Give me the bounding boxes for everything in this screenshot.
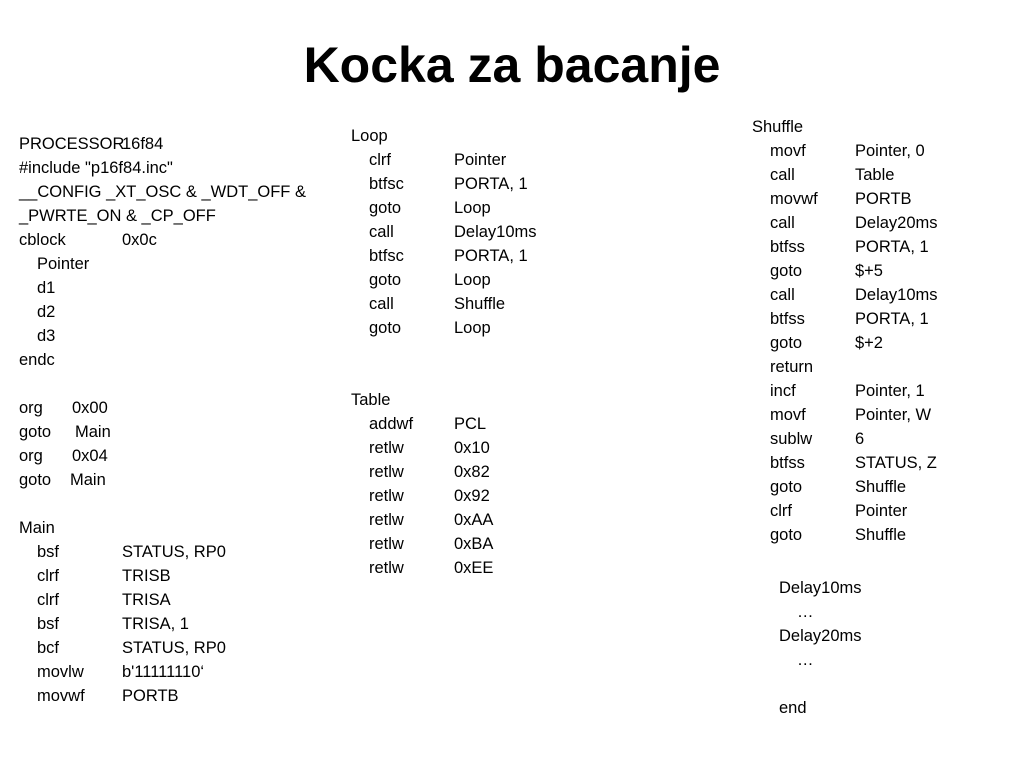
code-token: goto — [19, 471, 52, 489]
code-operand: Table — [855, 166, 895, 184]
code-token: addwf — [369, 415, 414, 433]
code-token: retlw — [369, 439, 404, 457]
code-line — [19, 468, 339, 492]
code-token: goto — [369, 199, 402, 217]
code-line — [752, 115, 1012, 139]
code-line — [19, 540, 339, 564]
code-line — [752, 187, 1012, 211]
code-operand: 6 — [855, 430, 865, 448]
code-operand: $+5 — [855, 262, 883, 280]
code-operand: Shuffle — [454, 295, 506, 313]
code-line — [19, 132, 339, 156]
code-operand: Delay10ms — [855, 286, 938, 304]
code-operand: TRISA, 1 — [122, 615, 189, 633]
code-line — [752, 523, 1012, 547]
code-token: bsf — [37, 615, 60, 633]
code-token: retlw — [369, 559, 404, 577]
code-operand: 0xAA — [454, 511, 494, 529]
code-token: retlw — [369, 535, 404, 553]
code-operand: TRISA — [122, 591, 171, 609]
code-line — [351, 172, 611, 196]
code-operand: 0x0c — [122, 231, 157, 249]
code-line — [752, 475, 1012, 499]
code-line — [752, 283, 1012, 307]
code-token: goto — [770, 526, 803, 544]
code-token: goto — [369, 319, 402, 337]
code-operand: Pointer, W — [855, 406, 932, 424]
code-line — [19, 420, 339, 444]
code-operand: b'11111110‘ — [122, 663, 205, 681]
code-line — [752, 499, 1012, 523]
code-operand: Loop — [454, 271, 491, 289]
code-operand: PORTA, 1 — [454, 247, 528, 265]
code-token: goto — [770, 478, 803, 496]
code-operand: PCL — [454, 415, 487, 433]
code-line — [752, 211, 1012, 235]
code-line — [779, 672, 979, 696]
code-operand: 0x10 — [454, 439, 490, 457]
code-token: #include "p16f84.inc" — [19, 159, 173, 177]
code-line — [752, 235, 1012, 259]
code-line — [351, 388, 611, 412]
code-token: call — [369, 223, 394, 241]
code-token: call — [770, 214, 795, 232]
code-line — [351, 268, 611, 292]
code-token: cblock — [19, 231, 66, 249]
code-operand: 0x00 — [72, 399, 108, 417]
code-line — [752, 403, 1012, 427]
code-line — [779, 696, 979, 720]
code-line — [351, 460, 611, 484]
code-line — [19, 636, 339, 660]
code-token: movwf — [37, 687, 85, 705]
code-token: __CONFIG _XT_OSC & _WDT_OFF & — [19, 183, 306, 201]
code-token: _PWRTE_ON & _CP_OFF — [19, 207, 216, 225]
code-operand: PORTA, 1 — [454, 175, 528, 193]
code-line — [351, 364, 611, 388]
code-token: sublw — [770, 430, 813, 448]
code-token: retlw — [369, 511, 404, 529]
code-token: bcf — [37, 639, 60, 657]
code-line — [752, 355, 1012, 379]
code-line — [19, 300, 339, 324]
code-token: Pointer — [37, 255, 90, 273]
code-token: PROCESSOR — [19, 135, 125, 153]
code-line — [752, 451, 1012, 475]
code-line — [19, 276, 339, 300]
code-line — [351, 556, 611, 580]
code-token: Delay10ms — [779, 579, 862, 597]
code-line — [19, 348, 339, 372]
code-token: call — [369, 295, 394, 313]
code-token: clrf — [37, 567, 59, 585]
code-line — [752, 307, 1012, 331]
code-line — [19, 324, 339, 348]
code-operand: Pointer, 1 — [855, 382, 925, 400]
code-token: btfsc — [369, 175, 404, 193]
code-column-loop-table — [351, 124, 611, 580]
code-operand: 0x04 — [72, 447, 108, 465]
code-token: movwf — [770, 190, 818, 208]
code-operand: TRISB — [122, 567, 171, 585]
code-token: btfss — [770, 454, 805, 472]
code-token: goto — [770, 334, 803, 352]
code-token: movf — [770, 406, 806, 424]
code-operand: 0x92 — [454, 487, 490, 505]
code-token: bsf — [37, 543, 60, 561]
code-line — [19, 204, 339, 228]
code-line — [351, 292, 611, 316]
code-line — [351, 340, 611, 364]
code-line — [351, 196, 611, 220]
code-operand: 16f84 — [122, 135, 164, 153]
code-line — [351, 316, 611, 340]
code-line — [351, 436, 611, 460]
code-operand: $+2 — [855, 334, 883, 352]
code-token: org — [19, 399, 43, 417]
code-operand: Pointer, 0 — [855, 142, 925, 160]
code-operand: 0x82 — [454, 463, 490, 481]
code-column-shuffle — [752, 115, 1012, 547]
code-token: goto — [369, 271, 402, 289]
code-operand: Main — [75, 423, 111, 441]
code-token: incf — [770, 382, 796, 400]
code-line — [19, 612, 339, 636]
code-token: clrf — [369, 151, 391, 169]
code-line — [779, 576, 979, 600]
code-operand: STATUS, Z — [855, 454, 937, 472]
code-operand: Main — [70, 471, 106, 489]
code-line — [779, 648, 979, 672]
code-token: goto — [19, 423, 52, 441]
code-operand: 0xEE — [454, 559, 494, 577]
code-line — [351, 484, 611, 508]
code-line — [752, 259, 1012, 283]
page-title: Kocka za bacanje — [303, 37, 721, 93]
code-line — [351, 412, 611, 436]
code-line — [19, 492, 339, 516]
code-operand: STATUS, RP0 — [122, 639, 226, 657]
code-line — [752, 163, 1012, 187]
code-operand: PORTA, 1 — [855, 238, 929, 256]
code-line — [19, 252, 339, 276]
code-token: d1 — [37, 279, 56, 297]
code-line — [19, 588, 339, 612]
code-line — [19, 228, 339, 252]
code-line — [351, 508, 611, 532]
code-column-setup — [19, 132, 339, 708]
code-token: org — [19, 447, 43, 465]
code-line — [19, 564, 339, 588]
code-line — [779, 624, 979, 648]
code-line — [19, 660, 339, 684]
code-line — [19, 372, 339, 396]
code-token: movf — [770, 142, 806, 160]
code-token: d2 — [37, 303, 56, 321]
code-token: retlw — [369, 487, 404, 505]
code-line — [752, 427, 1012, 451]
code-token: retlw — [369, 463, 404, 481]
code-operand: 0xBA — [454, 535, 494, 553]
code-operand: PORTB — [855, 190, 912, 208]
code-token: movlw — [37, 663, 84, 681]
code-line — [779, 600, 979, 624]
code-token: clrf — [37, 591, 59, 609]
code-operand: STATUS, RP0 — [122, 543, 226, 561]
code-column-delays — [779, 576, 979, 720]
code-token: end — [779, 699, 807, 717]
code-token: btfss — [770, 238, 805, 256]
code-token: clrf — [770, 502, 792, 520]
code-token: btfsc — [369, 247, 404, 265]
code-token: Main — [19, 519, 55, 537]
code-line — [351, 532, 611, 556]
code-operand: PORTB — [122, 687, 179, 705]
code-operand: Loop — [454, 199, 491, 217]
code-operand: PORTA, 1 — [855, 310, 929, 328]
code-token: Loop — [351, 127, 388, 145]
code-line — [19, 396, 339, 420]
code-operand: Shuffle — [855, 478, 907, 496]
code-token: call — [770, 166, 795, 184]
code-line — [752, 379, 1012, 403]
code-operand: Loop — [454, 319, 491, 337]
code-line — [351, 244, 611, 268]
code-operand: Pointer — [454, 151, 507, 169]
code-line — [19, 516, 339, 540]
code-operand: Pointer — [855, 502, 908, 520]
code-operand: Delay20ms — [855, 214, 938, 232]
code-line — [351, 148, 611, 172]
code-line — [19, 444, 339, 468]
code-token: … — [797, 603, 814, 621]
code-line — [351, 124, 611, 148]
code-token: d3 — [37, 327, 56, 345]
code-token: … — [797, 651, 814, 669]
code-line — [19, 156, 339, 180]
code-line — [19, 684, 339, 708]
code-operand: Delay10ms — [454, 223, 537, 241]
code-operand: Shuffle — [855, 526, 907, 544]
code-line — [19, 180, 339, 204]
code-token: Table — [351, 391, 391, 409]
code-token: goto — [770, 262, 803, 280]
code-token: Shuffle — [752, 118, 804, 136]
code-line — [351, 220, 611, 244]
code-token: btfss — [770, 310, 805, 328]
code-line — [752, 331, 1012, 355]
code-line — [752, 139, 1012, 163]
code-token: Delay20ms — [779, 627, 862, 645]
code-token: return — [770, 358, 814, 376]
code-token: call — [770, 286, 795, 304]
code-token: endc — [19, 351, 55, 369]
